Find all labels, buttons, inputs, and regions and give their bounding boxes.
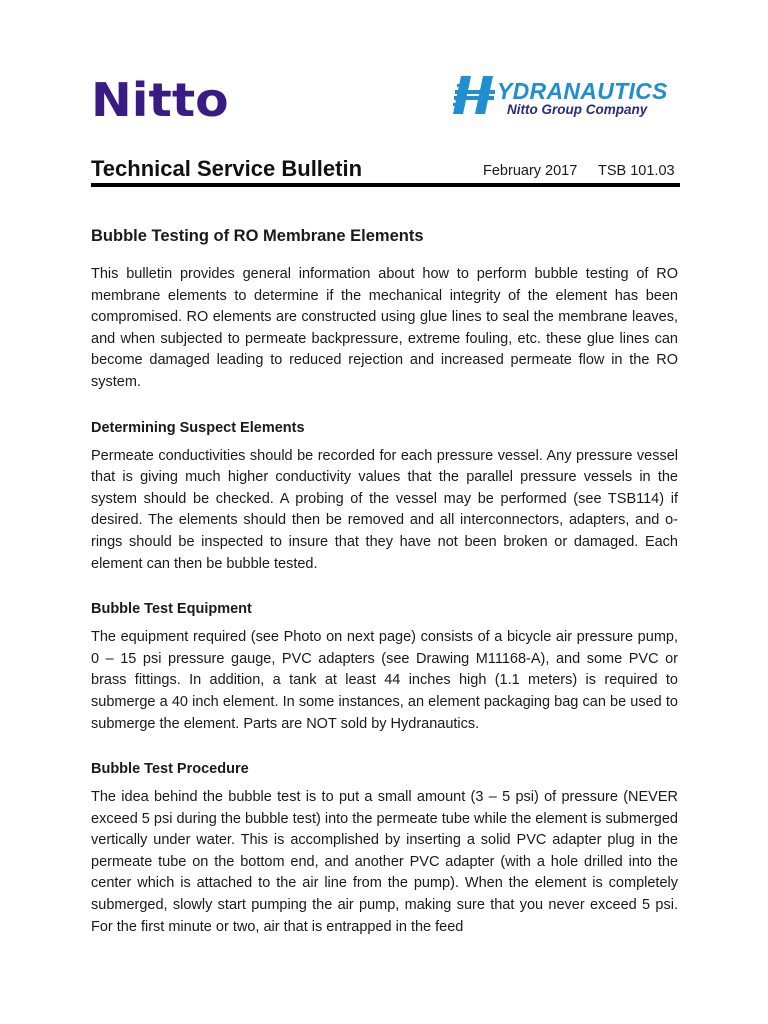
document-body (91, 224, 678, 962)
hydranautics-wordmark: YDRANAUTICS (497, 78, 668, 104)
intro-paragraph: This bulletin provides general information about how to perform bubble testing of RO membrane elements to determine if the mechanical integrity of the element has been compromised. RO elements are constructed using glue lines to seal the membrane leaves, and when subjected to permeate backpressure, extreme fouling, etc. these glue lines can become damaged leading to reduced rejection and increased permeate flow in the RO system. (91, 266, 678, 390)
section-paragraph-test-procedure: The idea behind the bubble test is to put a small amount (3 – 5 psi) of pressure (NEVER exceed 5 psi during the bubble test) into the permeate tube while the element is submerged vertically under water. This is accomplished by inserting a solid PVC adapter plug in the permeate tube on the bottom end, and another PVC adapter (with a hole drilled into the center which is attached to the air line from the pump). When the element is completely submerged, slowly start pumping the air pump, making sure that you never exceed 5 psi. For the first minute or two, air that is entrapped in the feed (91, 789, 678, 935)
document-heading: Bubble Testing of RO Membrane Elements (91, 227, 424, 245)
title-divider (91, 183, 680, 187)
section-paragraph-suspect-elements: Permeate conductivities should be recorded for each pressure vessel. Any pressure vessel that is giving much higher conductivity values that the parallel pressure vessels in the system should be checked. A probing of the vessel may be performed (see TSB114) if desired. The elements should then be removed and all interconnectors, adapters, and o-rings should be inspected to insure that they have not been broken or damaged. Each element can then be bubble tested. (91, 447, 678, 572)
bulletin-date: February 2017 (483, 163, 578, 179)
bulletin-number: TSB 101.03 (598, 163, 675, 179)
hydranautics-h-mark-icon (453, 74, 499, 116)
section-heading-suspect-elements: Determining Suspect Elements (91, 419, 305, 436)
section-paragraph-test-equipment: The equipment required (see Photo on next page) consists of a bicycle air pressure pump, 0 – 15 psi pressure gauge, PVC adapters (see Drawing M11168-A), and some PVC or brass fittings. In addition, a tank at least 44 inches high (1.1 meters) is required to submerge a 40 inch element. In some instances, an element packaging bag can be used to submerge the element. Parts are NOT sold by Hydranautics. (91, 629, 678, 732)
section-heading-test-procedure: Bubble Test Procedure (91, 761, 249, 778)
page-title: Technical Service Bulletin (91, 156, 363, 181)
section-heading-test-equipment: Bubble Test Equipment (91, 601, 252, 618)
hydranautics-tagline: Nitto Group Company (507, 102, 648, 117)
nitto-logo: Nitto (91, 73, 229, 127)
hydranautics-logo (453, 74, 683, 122)
